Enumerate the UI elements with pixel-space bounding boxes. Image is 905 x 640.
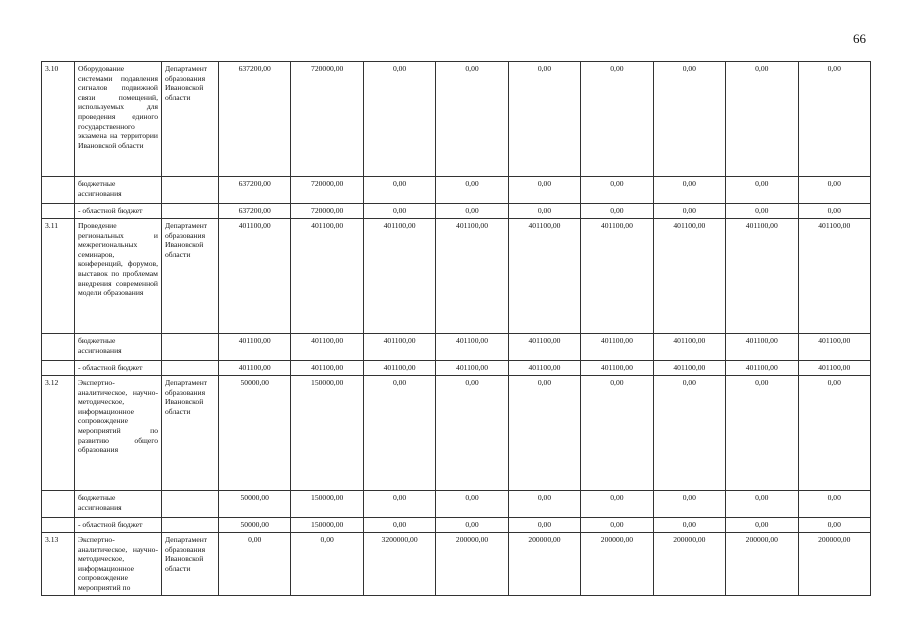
- amount-cell: 0,00: [363, 177, 435, 204]
- amount-cell: 0,00: [436, 491, 508, 518]
- table-row: [42, 62, 871, 177]
- amount-cell: 637200,00: [219, 204, 291, 219]
- amount-cell: 0,00: [508, 376, 580, 491]
- amount-cell: 401100,00: [219, 361, 291, 376]
- amount-cell: 401100,00: [798, 334, 871, 361]
- amount-cell: 0,00: [436, 518, 508, 533]
- amount-cell: 0,00: [653, 518, 725, 533]
- amount-cell: 0,00: [581, 204, 653, 219]
- amount-cell: 0,00: [508, 518, 580, 533]
- amount-cell: 720000,00: [291, 62, 363, 177]
- amount-cell: 401100,00: [653, 361, 725, 376]
- amount-cell: 401100,00: [219, 334, 291, 361]
- description-cell: бюджетные ассигнования: [75, 491, 162, 518]
- amount-cell: 401100,00: [653, 219, 725, 334]
- table-row: [42, 219, 871, 334]
- organization-cell: Департамент образования Ивановской области: [162, 62, 219, 177]
- amount-cell: 401100,00: [581, 334, 653, 361]
- amount-cell: 50000,00: [219, 491, 291, 518]
- row-number-cell: 3.12: [42, 376, 75, 491]
- row-number-cell: [42, 518, 75, 533]
- amount-cell: 0,00: [798, 62, 871, 177]
- amount-cell: 0,00: [363, 62, 435, 177]
- amount-cell: 0,00: [436, 376, 508, 491]
- amount-cell: 401100,00: [436, 361, 508, 376]
- row-number-cell: [42, 491, 75, 518]
- amount-cell: 0,00: [436, 62, 508, 177]
- amount-cell: 401100,00: [363, 361, 435, 376]
- organization-cell: [162, 177, 219, 204]
- amount-cell: 200000,00: [653, 533, 725, 596]
- amount-cell: 401100,00: [436, 334, 508, 361]
- description-cell: Экспертно-аналитическое, научно-методическое, информационное сопровождение мероприятий по развитию общего образования: [75, 376, 162, 491]
- row-number-cell: [42, 177, 75, 204]
- amount-cell: 401100,00: [291, 361, 363, 376]
- amount-cell: 0,00: [653, 376, 725, 491]
- amount-cell: 401100,00: [363, 334, 435, 361]
- table-row: [42, 491, 871, 518]
- amount-cell: 401100,00: [508, 361, 580, 376]
- amount-cell: 0,00: [581, 177, 653, 204]
- amount-cell: 200000,00: [508, 533, 580, 596]
- amount-cell: 3200000,00: [363, 533, 435, 596]
- amount-cell: 50000,00: [219, 376, 291, 491]
- organization-cell: [162, 204, 219, 219]
- table-row: [42, 334, 871, 361]
- description-cell: Экспертно-аналитическое, научно-методическое, информационное сопровождение мероприятий по: [75, 533, 162, 596]
- amount-cell: 0,00: [291, 533, 363, 596]
- amount-cell: 401100,00: [726, 219, 798, 334]
- amount-cell: 401100,00: [726, 334, 798, 361]
- amount-cell: 401100,00: [363, 219, 435, 334]
- amount-cell: 0,00: [653, 177, 725, 204]
- row-number-cell: [42, 334, 75, 361]
- organization-cell: [162, 334, 219, 361]
- amount-cell: 401100,00: [436, 219, 508, 334]
- amount-cell: 0,00: [363, 376, 435, 491]
- amount-cell: 150000,00: [291, 491, 363, 518]
- amount-cell: 0,00: [363, 491, 435, 518]
- amount-cell: 0,00: [436, 204, 508, 219]
- amount-cell: 0,00: [653, 491, 725, 518]
- amount-cell: 0,00: [653, 62, 725, 177]
- amount-cell: 150000,00: [291, 376, 363, 491]
- amount-cell: 0,00: [726, 376, 798, 491]
- amount-cell: 0,00: [798, 204, 871, 219]
- amount-cell: 200000,00: [436, 533, 508, 596]
- amount-cell: 401100,00: [291, 334, 363, 361]
- amount-cell: 0,00: [508, 62, 580, 177]
- amount-cell: 401100,00: [508, 334, 580, 361]
- amount-cell: 637200,00: [219, 62, 291, 177]
- row-number-cell: [42, 204, 75, 219]
- description-cell: Оборудование системами подавления сигналов подвижной связи помещений, используемых для проведения единого государственного экзамена на территории Ивановской области: [75, 62, 162, 177]
- amount-cell: 401100,00: [581, 361, 653, 376]
- amount-cell: 150000,00: [291, 518, 363, 533]
- amount-cell: 0,00: [726, 204, 798, 219]
- amount-cell: 0,00: [581, 518, 653, 533]
- amount-cell: 0,00: [798, 376, 871, 491]
- amount-cell: 637200,00: [219, 177, 291, 204]
- table-row: [42, 361, 871, 376]
- amount-cell: 0,00: [798, 518, 871, 533]
- organization-cell: Департамент образования Ивановской области: [162, 219, 219, 334]
- description-cell: Проведение региональных и межрегиональных семинаров, конференций, форумов, выставок по проблемам внедрения современной модели образования: [75, 219, 162, 334]
- amount-cell: 0,00: [436, 177, 508, 204]
- amount-cell: 0,00: [219, 533, 291, 596]
- organization-cell: Департамент образования Ивановской области: [162, 376, 219, 491]
- description-cell: - областной бюджет: [75, 204, 162, 219]
- table-row: [42, 376, 871, 491]
- amount-cell: 401100,00: [653, 334, 725, 361]
- amount-cell: 200000,00: [726, 533, 798, 596]
- amount-cell: 0,00: [508, 491, 580, 518]
- organization-cell: [162, 518, 219, 533]
- amount-cell: 50000,00: [219, 518, 291, 533]
- amount-cell: 401100,00: [798, 361, 871, 376]
- description-cell: - областной бюджет: [75, 361, 162, 376]
- amount-cell: 401100,00: [798, 219, 871, 334]
- amount-cell: 401100,00: [508, 219, 580, 334]
- amount-cell: 0,00: [653, 204, 725, 219]
- amount-cell: 0,00: [363, 204, 435, 219]
- organization-cell: [162, 491, 219, 518]
- amount-cell: 0,00: [798, 491, 871, 518]
- amount-cell: 0,00: [508, 204, 580, 219]
- amount-cell: 200000,00: [581, 533, 653, 596]
- amount-cell: 0,00: [508, 177, 580, 204]
- amount-cell: 0,00: [798, 177, 871, 204]
- amount-cell: 0,00: [581, 62, 653, 177]
- amount-cell: 0,00: [726, 491, 798, 518]
- table-row: [42, 533, 871, 596]
- row-number-cell: 3.11: [42, 219, 75, 334]
- amount-cell: 0,00: [581, 376, 653, 491]
- row-number-cell: 3.10: [42, 62, 75, 177]
- row-number-cell: 3.13: [42, 533, 75, 596]
- description-cell: - областной бюджет: [75, 518, 162, 533]
- amount-cell: 401100,00: [291, 219, 363, 334]
- amount-cell: 0,00: [363, 518, 435, 533]
- amount-cell: 0,00: [726, 177, 798, 204]
- amount-cell: 0,00: [726, 518, 798, 533]
- row-number-cell: [42, 361, 75, 376]
- amount-cell: 200000,00: [798, 533, 871, 596]
- amount-cell: 401100,00: [726, 361, 798, 376]
- table-row: [42, 518, 871, 533]
- organization-cell: Департамент образования Ивановской области: [162, 533, 219, 596]
- amount-cell: 0,00: [726, 62, 798, 177]
- amount-cell: 401100,00: [581, 219, 653, 334]
- description-cell: бюджетные ассигнования: [75, 334, 162, 361]
- organization-cell: [162, 361, 219, 376]
- budget-table: [41, 61, 871, 596]
- amount-cell: 0,00: [581, 491, 653, 518]
- page-number: 66: [853, 31, 866, 46]
- amount-cell: 401100,00: [219, 219, 291, 334]
- amount-cell: 720000,00: [291, 204, 363, 219]
- description-cell: бюджетные ассигнования: [75, 177, 162, 204]
- amount-cell: 720000,00: [291, 177, 363, 204]
- table-row: [42, 204, 871, 219]
- table-row: [42, 177, 871, 204]
